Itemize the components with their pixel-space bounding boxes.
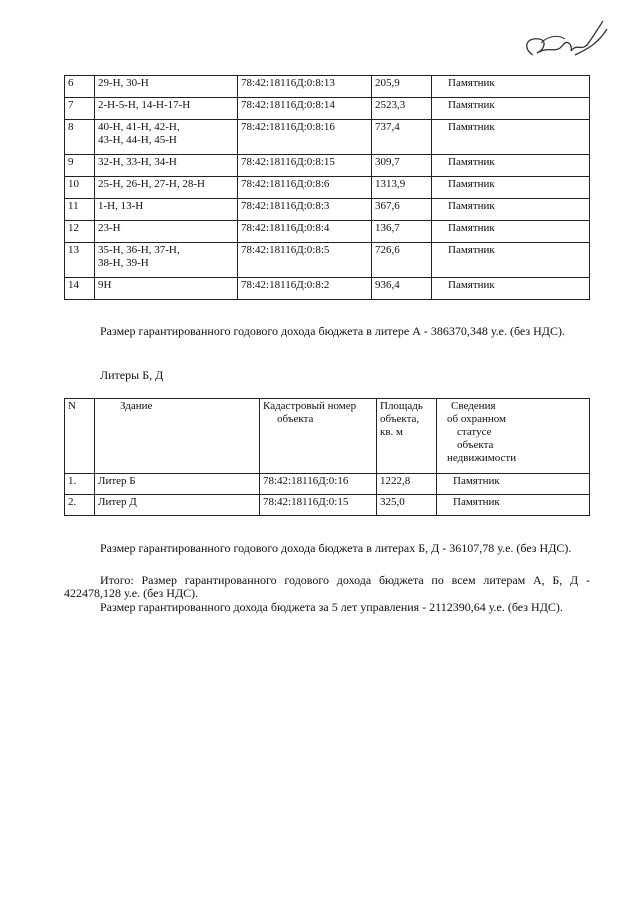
table-row: 9 32-Н, 33-Н, 34-Н 78:42:18116Д:0:8:15 309,7 Памятник [65,155,590,177]
table-row: 12 23-Н 78:42:18116Д:0:8:4 136,7 Памятник [65,221,590,243]
header-building: Здание [95,399,260,474]
budget-income-5-years: Размер гарантированного дохода бюджета за 5 лет управления - 2112390,64 у.е. (без НДС). [100,600,563,614]
table-row: 6 29-Н, 30-Н 78:42:18116Д:0:8:13 205,9 Памятник [65,76,590,98]
table-header-row [65,399,590,474]
buildings-table [64,398,590,516]
table-row: 7 2-Н-5-Н, 14-Н-17-Н 78:42:18116Д:0:8:14 2523,3 Памятник [65,98,590,120]
header-n: N [65,399,95,474]
table-row: 2. Литер Д 78:42:18116Д:0:15 325,0 Памятник [65,495,590,516]
premises-cell: 35-Н, 36-Н, 37-Н, 38-Н, 39-Н [95,243,238,278]
header-area: Площадь объекта, кв. м [377,399,437,474]
table-row: 11 1-Н, 13-Н 78:42:18116Д:0:8:3 367,6 Памятник [65,199,590,221]
table-row: 10 25-Н, 26-Н, 27-Н, 28-Н 78:42:18116Д:0:8:6 1313,9 Памятник [65,177,590,199]
premises-table [64,75,590,300]
budget-income-literA: Размер гарантированного годового дохода бюджета в литере А - 386370,348 у.е. (без НДС). [100,324,565,338]
budget-income-literBD: Размер гарантированного годового дохода бюджета в литерах Б, Д - 36107,78 у.е. (без НДС). [100,541,572,555]
table-row: 1. Литер Б 78:42:18116Д:0:16 1222,8 Памятник [65,474,590,495]
section-subtitle: Литеры Б, Д [100,368,164,382]
handwritten-signature [515,15,615,70]
header-cadastral: Кадастровый номер объекта [260,399,377,474]
table-row: 14 9Н 78:42:18116Д:0:8:2 936,4 Памятник [65,278,590,300]
header-status: Сведения об охранном статусе объекта недвижимости [437,399,590,474]
table-row: 13 35-Н, 36-Н, 37-Н, 38-Н, 39-Н 78:42:18116Д:0:8:5 726,6 Памятник [65,243,590,278]
table-row: 8 40-Н, 41-Н, 42-Н, 43-Н, 44-Н, 45-Н 78:42:18116Д:0:8:16 737,4 Памятник [65,120,590,155]
premises-cell: 40-Н, 41-Н, 42-Н, 43-Н, 44-Н, 45-Н [95,120,238,155]
budget-income-total: Итого: Размер гарантированного годового дохода бюджета по всем литерам А, Б, Д - 422478,128 у.е. (без НДС). [64,573,590,600]
